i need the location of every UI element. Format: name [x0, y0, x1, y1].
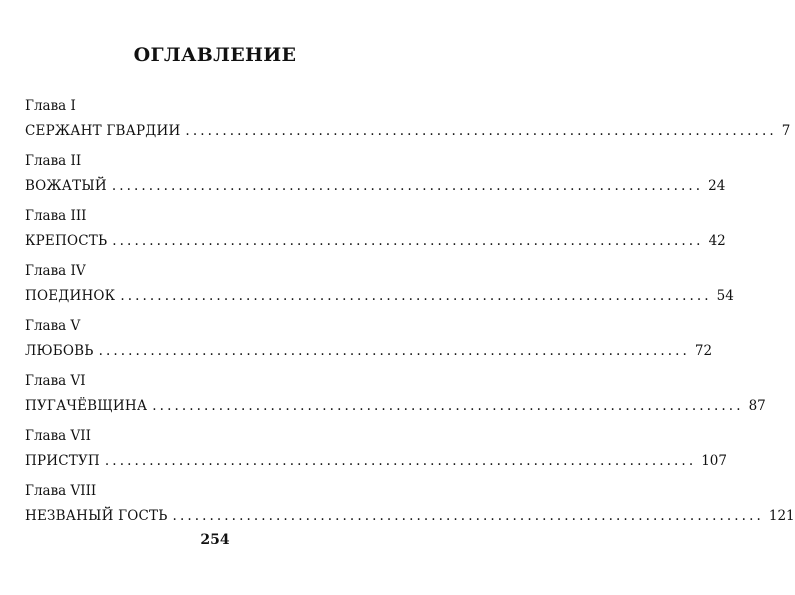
chapter-title: ПОЕДИНОК: [25, 288, 116, 304]
toc-line: [25, 453, 727, 469]
dot-leader: ................................................................................: [111, 178, 704, 194]
toc-line: [25, 123, 791, 139]
chapter-title: КРЕПОСТЬ: [25, 233, 108, 249]
page-number: 254: [200, 532, 230, 548]
chapter-label: Глава IV: [25, 263, 86, 279]
page-ref: 87: [748, 398, 766, 414]
toc-line: [25, 508, 795, 524]
toc-entry: [25, 483, 795, 538]
dot-leader: ................................................................................: [152, 398, 744, 414]
toc-line: [25, 178, 726, 194]
page-title: ОГЛАВЛЕНИЕ: [133, 44, 297, 66]
dot-leader: ................................................................................: [98, 343, 690, 359]
chapter-title: ЛЮБОВЬ: [25, 343, 94, 359]
toc-line: [25, 398, 766, 414]
chapter-label: Глава VIII: [25, 483, 97, 499]
chapter-label: Глава VI: [25, 373, 86, 389]
chapter-label: Глава I: [25, 98, 76, 114]
page-ref: 7: [781, 123, 791, 139]
page-ref: 121: [768, 508, 795, 524]
toc-line: [25, 343, 713, 359]
chapter-title: ПРИСТУП: [25, 453, 100, 469]
toc-line: [25, 288, 734, 304]
dot-leader: ................................................................................: [112, 233, 704, 249]
toc-line: [25, 233, 726, 249]
toc-entry: [25, 153, 726, 208]
toc-entry: [25, 318, 713, 373]
chapter-title: ВОЖАТЫЙ: [25, 178, 107, 194]
dot-leader: ................................................................................: [104, 453, 697, 469]
chapter-label: Глава II: [25, 153, 82, 169]
chapter-title: ПУГАЧЁВЩИНА: [25, 398, 148, 414]
chapter-label: Глава III: [25, 208, 87, 224]
chapter-label: Глава VII: [25, 428, 91, 444]
chapter-title: НЕЗВАНЫЙ ГОСТЬ: [25, 508, 168, 524]
page-ref: 107: [701, 453, 727, 469]
toc-entry: [25, 208, 726, 263]
page-ref: 42: [708, 233, 726, 249]
dot-leader: ................................................................................: [185, 123, 777, 139]
table-of-contents: [25, 98, 795, 538]
toc-entry: [25, 428, 727, 483]
toc-entry: [25, 263, 734, 318]
page-ref: 54: [716, 288, 734, 304]
chapter-label: Глава V: [25, 318, 81, 334]
chapter-title: СЕРЖАНТ ГВАРДИИ: [25, 123, 181, 139]
page-ref: 72: [694, 343, 713, 359]
dot-leader: ................................................................................: [120, 288, 712, 304]
toc-entry: [25, 373, 766, 428]
page-ref: 24: [708, 178, 726, 194]
dot-leader: ................................................................................: [172, 508, 764, 524]
toc-entry: [25, 98, 791, 153]
